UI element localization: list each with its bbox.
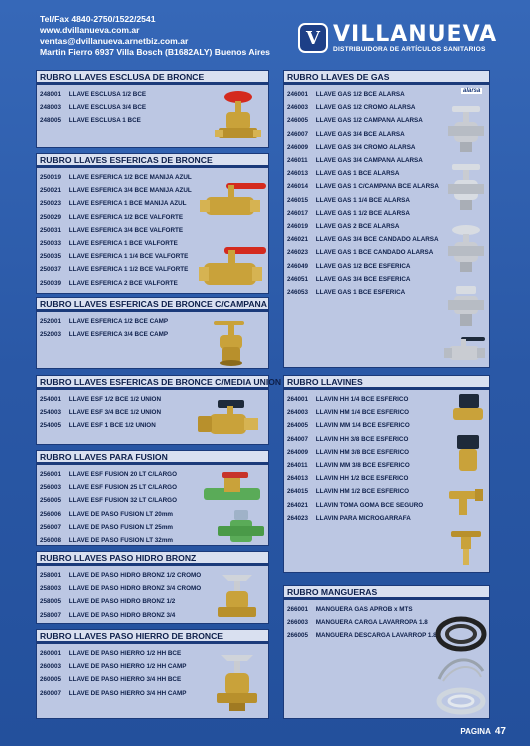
list-item: 250035 LLAVE ESFERICA 1 1/4 BCE VALFORTE xyxy=(40,253,189,261)
list-item: 260007 LLAVE DE PASO HIERRO 3/4 HH CAMP xyxy=(40,689,187,697)
list-item: 246019 LLAVE GAS 2 BCE ALARSA xyxy=(287,223,400,231)
list-item: 266001 MANGUERA GAS APROB x MTS xyxy=(287,606,413,613)
section-title: RUBRO LLAVES ESFERICAS DE BRONCE C/MEDIA UNION xyxy=(37,376,268,390)
section-campana xyxy=(36,297,269,369)
washer-hose-image xyxy=(434,650,488,686)
section-esfericas xyxy=(36,153,269,294)
list-item: 246015 LLAVE GAS 1 1/4 BCE ALARSA xyxy=(287,196,410,204)
microgarrafa-valve-image xyxy=(444,526,488,570)
section-media-union xyxy=(36,375,282,445)
list-item: 252001 LLAVE ESFERICA 1/2 BCE CAMP xyxy=(40,318,169,325)
list-item: 252003 LLAVE ESFERICA 3/4 BCE CAMP xyxy=(40,331,169,339)
list-item: 246007 LLAVE GAS 3/4 BCE ALARSA xyxy=(287,130,405,138)
list-item: 254005 LLAVE ESF 1 BCE 1/2 UNION xyxy=(40,422,156,430)
list-item: 254001 LLAVE ESF 1/2 BCE 1/2 UNION xyxy=(40,396,162,403)
list-item: 260003 LLAVE DE PASO HIERRO 1/2 HH CAMP xyxy=(40,663,187,671)
list-item: 250031 LLAVE ESFERICA 3/4 BCE VALFORTE xyxy=(40,226,184,234)
list-item: 246005 LLAVE GAS 1/2 CAMPANA ALARSA xyxy=(287,117,423,125)
list-item: 250033 LLAVE ESFERICA 1 BCE VALFORTE xyxy=(40,240,178,248)
bell-ball-valve-image xyxy=(207,314,263,368)
contact-address: Martin Fierro 6937 Villa Bosch (B1682ALY) Buenos Aires xyxy=(40,47,270,57)
list-item: 256008 LLAVE DE PASO FUSION LT 32mm xyxy=(40,537,174,545)
gate-valve-image xyxy=(209,87,267,145)
list-item: 260001 LLAVE DE PASO HIERRO 1/2 HH BCE xyxy=(40,650,182,657)
section-hierro xyxy=(36,629,269,719)
list-item: 260005 LLAVE DE PASO HIERRO 3/4 HH BCE xyxy=(40,676,182,684)
ball-valve-image xyxy=(197,176,269,220)
list-item: 264023 LLAVIN PARA MICROGARRAFA xyxy=(287,514,411,522)
list-item: 250023 LLAVE ESFERICA 1 BCE MANIJA AZUL xyxy=(40,200,187,208)
list-item: 264011 LLAVIN MM 3/8 BCE ESFERICO xyxy=(287,462,410,470)
list-item: 264001 LLAVIN HH 1/4 BCE ESFERICO xyxy=(287,396,409,403)
gas-ball-valve-image xyxy=(442,333,488,365)
logo-name: VILLANUEVA xyxy=(333,21,498,47)
list-item: 264005 LLAVIN MM 1/4 BCE ESFERICO xyxy=(287,422,410,430)
list-item: 264013 LLAVIN HH 1/2 BCE ESFERICO xyxy=(287,475,409,483)
llavin-image xyxy=(448,432,488,476)
list-item: 246013 LLAVE GAS 1 BCE ALARSA xyxy=(287,170,400,178)
list-item: 248005 LLAVE ESCLUSA 1 BCE xyxy=(40,117,141,125)
union-ball-valve-image xyxy=(195,394,267,442)
list-item: 266003 MANGUERA CARGA LAVARROPA 1.8 xyxy=(287,619,428,627)
gas-hose-image xyxy=(434,614,488,654)
list-item: 250029 LLAVE ESFERICA 1/2 BCE VALFORTE xyxy=(40,213,184,221)
list-item: 248001 LLAVE ESCLUSA 1/2 BCE xyxy=(40,91,147,98)
section-title: RUBRO LLAVES DE GAS xyxy=(284,71,489,85)
ball-valve-image xyxy=(197,240,269,290)
section-hidro-bronz xyxy=(36,551,269,624)
list-item: 246023 LLAVE GAS 1 BCE CANDADO ALARSA xyxy=(287,249,434,257)
list-item: 246009 LLAVE GAS 3/4 CROMO ALARSA xyxy=(287,143,416,151)
section-title: RUBRO LLAVES PASO HIDRO BRONZ xyxy=(37,552,268,566)
list-item: 258003 LLAVE DE PASO HIDRO BRONZ 3/4 CROMO xyxy=(40,585,202,593)
logo-mark-icon: V xyxy=(298,23,328,53)
list-item: 258007 LLAVE DE PASO HIDRO BRONZ 3/4 xyxy=(40,611,176,619)
list-item: 246001 LLAVE GAS 1/2 BCE ALARSA xyxy=(287,91,405,98)
list-item: 258005 LLAVE DE PASO HIDRO BRONZ 1/2 xyxy=(40,598,176,606)
gas-valve-image xyxy=(444,221,488,277)
list-item: 246051 LLAVE GAS 3/4 BCE ESFERICA xyxy=(287,275,411,283)
list-item: 246011 LLAVE GAS 3/4 CAMPANA ALARSA xyxy=(287,157,423,165)
gas-valve-image xyxy=(444,101,488,157)
section-title: RUBRO LLAVES ESCLUSA DE BRONCE xyxy=(37,71,268,85)
contact-block xyxy=(40,14,270,58)
contact-phone: Tel/Fax 4840-2750/1522/2541 xyxy=(40,14,156,24)
list-item: 246003 LLAVE GAS 1/2 CROMO ALARSA xyxy=(287,104,416,112)
hidro-valve-image xyxy=(209,568,265,624)
drain-hose-image xyxy=(434,684,488,718)
list-item: 264015 LLAVIN HM 1/2 BCE ESFERICO xyxy=(287,488,410,496)
list-item: 256007 LLAVE DE PASO FUSION LT 25mm xyxy=(40,523,174,531)
list-item: 250021 LLAVE ESFERICA 3/4 BCE MANIJA AZUL xyxy=(40,187,192,195)
page-footer xyxy=(460,726,506,737)
iron-valve-image xyxy=(207,648,267,716)
list-item: 254003 LLAVE ESF 3/4 BCE 1/2 UNION xyxy=(40,409,162,417)
fusion-valve-image xyxy=(215,507,267,545)
section-esclusa xyxy=(36,70,269,148)
logo-subtitle: DISTRIBUIDORA DE ARTÍCULOS SANITARIOS xyxy=(333,45,486,53)
list-item: 246021 LLAVE GAS 3/4 BCE CANDADO ALARSA xyxy=(287,236,439,244)
list-item: 264003 LLAVIN HM 1/4 BCE ESFERICO xyxy=(287,409,410,417)
section-llavines xyxy=(283,375,490,573)
list-item: 256005 LLAVE ESF FUSION 32 LT C/LARGO xyxy=(40,497,177,505)
list-item: 246017 LLAVE GAS 1 1/2 BCE ALARSA xyxy=(287,209,410,217)
section-gas xyxy=(283,70,490,368)
list-item: 256001 LLAVE ESF FUSION 20 LT C/LARGO xyxy=(40,471,177,478)
llavin-image xyxy=(448,390,488,430)
list-item: 256003 LLAVE ESF FUSION 25 LT C/LARGO xyxy=(40,484,177,492)
section-fusion xyxy=(36,450,269,546)
list-item: 258001 LLAVE DE PASO HIDRO BRONZ 1/2 CROMO xyxy=(40,572,202,579)
list-item: 246049 LLAVE GAS 1/2 BCE ESFERICA xyxy=(287,262,411,270)
list-item: 264007 LLAVIN HH 3/8 BCE ESFERICO xyxy=(287,435,409,443)
list-item: 256006 LLAVE DE PASO FUSION LT 20mm xyxy=(40,510,174,518)
list-item: 264009 LLAVIN HM 3/8 BCE ESFERICO xyxy=(287,448,410,456)
page-number: 47 xyxy=(494,726,506,737)
list-item: 250019 LLAVE ESFERICA 1/2 BCE MANIJA AZUL xyxy=(40,174,192,181)
section-title: RUBRO LLAVES ESFERICAS DE BRONCE xyxy=(37,154,268,168)
section-title: RUBRO MANGUERAS xyxy=(284,586,489,600)
list-item: 250037 LLAVE ESFERICA 1 1/2 BCE VALFORTE xyxy=(40,266,189,274)
section-title: RUBRO LLAVES PARA FUSION xyxy=(37,451,268,465)
hose-nozzle-image xyxy=(444,480,488,524)
list-item: 250039 LLAVE ESFERICA 2 BCE VALFORTE xyxy=(40,279,178,287)
gas-valve-image xyxy=(444,281,488,333)
brand-logo xyxy=(298,20,498,56)
section-title: RUBRO LLAVES PASO HIERRO DE BRONCE xyxy=(37,630,268,644)
list-item: 266005 MANGUERA DESCARGA LAVARROP 1.8 xyxy=(287,632,437,640)
gas-valve-image xyxy=(444,159,488,215)
list-item: 248003 LLAVE ESCLUSA 3/4 BCE xyxy=(40,104,147,112)
page-label: PAGINA xyxy=(460,727,491,736)
contact-web: www.dvillanueva.com.ar xyxy=(40,25,140,35)
section-title: RUBRO LLAVINES xyxy=(284,376,489,390)
fusion-valve-image xyxy=(197,467,267,507)
alarsa-brand-tag: alarsa xyxy=(463,88,481,94)
list-item: 264021 LLAVIN TOMA GOMA BCE SEGURO xyxy=(287,501,424,509)
contact-email: ventas@dvillanueva.arnetbiz.com.ar xyxy=(40,36,189,46)
list-item: 246014 LLAVE GAS 1 C/CAMPANA BCE ALARSA xyxy=(287,183,439,191)
section-title: RUBRO LLAVES ESFERICAS DE BRONCE C/CAMPANA xyxy=(37,298,268,312)
list-item: 246053 LLAVE GAS 1 BCE ESFERICA xyxy=(287,289,406,297)
section-mangueras xyxy=(283,585,490,719)
